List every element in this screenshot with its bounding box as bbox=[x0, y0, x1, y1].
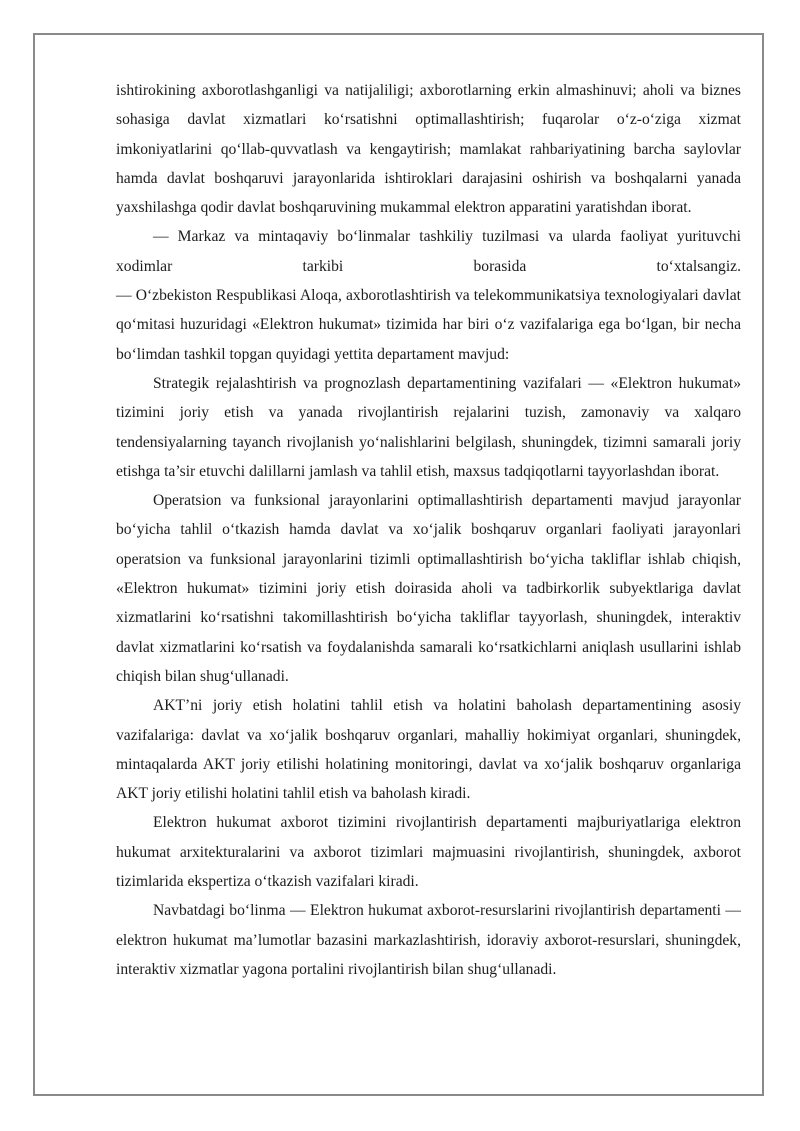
paragraph-3: — O‘zbekiston Respublikasi Aloqa, axborotlashtirish va telekommunikatsiya texnologiyalari davlat qo‘mitasi huzuridagi «Elektron hukumat» tizimida har biri o‘z vazifalariga ega bo‘lgan, bir necha bo‘limdan tashkil topgan quyidagi yettita departament mavjud: bbox=[116, 287, 741, 363]
paragraph-8: Navbatdagi bo‘linma — Elektron hukumat axborot-resurslarini rivojlantirish departamenti — elektron hukumat ma’lumotlar bazasini markazlashtirish, idoraviy axborot-resurslari, shuningdek, interaktiv xizmatlar yagona portalini rivojlantirish bilan shug‘ullanadi. bbox=[116, 902, 741, 978]
paragraph-7: Elektron hukumat axborot tizimini rivojlantirish departamenti majburiyatlariga elektron hukumat arxitekturalarini va axborot tizimlari majmuasini rivojlantirish, shuningdek, axborot tizimlarida ekspertiza o‘tkazish vazifalari kiradi. bbox=[116, 814, 741, 891]
paragraph-5: Operatsion va funksional jarayonlarini optimallashtirish departamenti mavjud jarayonlar bo‘yicha tahlil o‘tkazish hamda davlat va xo‘jalik boshqaruv organlari faoliyati jarayonlari operatsion va funksional jarayonlarini tizimli optimallashtirish bo‘yicha takliflar ishlab chiqish, «Elektron hukumat» tizimini joriy etish doirasida aholi va tadbirkorlik subyektlariga davlat xizmatlarini ko‘rsatishni takomillashtirish bo‘yicha takliflar tayyorlash, shuningdek, interaktiv davlat xizmatlarini ko‘rsatish va foydalanishda samarali ko‘rsatkichlarni aniqlash usullarini ishlab chiqish bilan shug‘ullanadi. bbox=[116, 492, 741, 685]
paragraph-1: ishtirokining axborotlashganligi va natijaliligi; axborotlarning erkin almashinuvi; aholi va biznes sohasiga davlat xizmatlari ko‘rsatishni optimallashtirish; fuqarolar o‘z-o‘ziga xizmat imkoniyatlarini qo‘llab-quvvatlash va kengaytirish; mamlakat rahbariyatining barcha saylovlar hamda davlat boshqaruvi jarayonlarida ishtiroklari darajasini oshirish va boshqalarni yanada yaxshilashga qodir davlat boshqaruvining mukammal elektron apparatini yaratishdan iborat. bbox=[116, 82, 741, 217]
paragraph-2: — Markaz va mintaqaviy bo‘linmalar tashkiliy tuzilmasi va ularda faoliyat yurituvchi xodimlar tarkibi borasida to‘xtalsangiz. bbox=[116, 228, 741, 275]
document-body bbox=[116, 76, 741, 984]
paragraph-6: AKT’ni joriy etish holatini tahlil etish va holatini baholash departamentining asosiy vazifalariga: davlat va xo‘jalik boshqaruv organlari, mahalliy hokimiyat organlari, shuningdek, mintaqalarda AKT joriy etilishi holatining monitoringi, davlat va xo‘jalik boshqaruv organlariga AKT joriy etilishi holatini tahlil etish va baholash kiradi. bbox=[116, 697, 741, 803]
paragraph-4: Strategik rejalashtirish va prognozlash departamentining vazifalari — «Elektron hukumat» tizimini joriy etish va yanada rivojlantirish rejalarini tuzish, zamonaviy va xalqaro tendensiyalarning tayanch rivojlanish yo‘nalishlarini belgilash, shuningdek, tizimni samarali joriy etishga ta’sir etuvchi dalillarni jamlash va tahlil etish, maxsus tadqiqotlarni tayyorlashdan iborat. bbox=[116, 374, 741, 480]
